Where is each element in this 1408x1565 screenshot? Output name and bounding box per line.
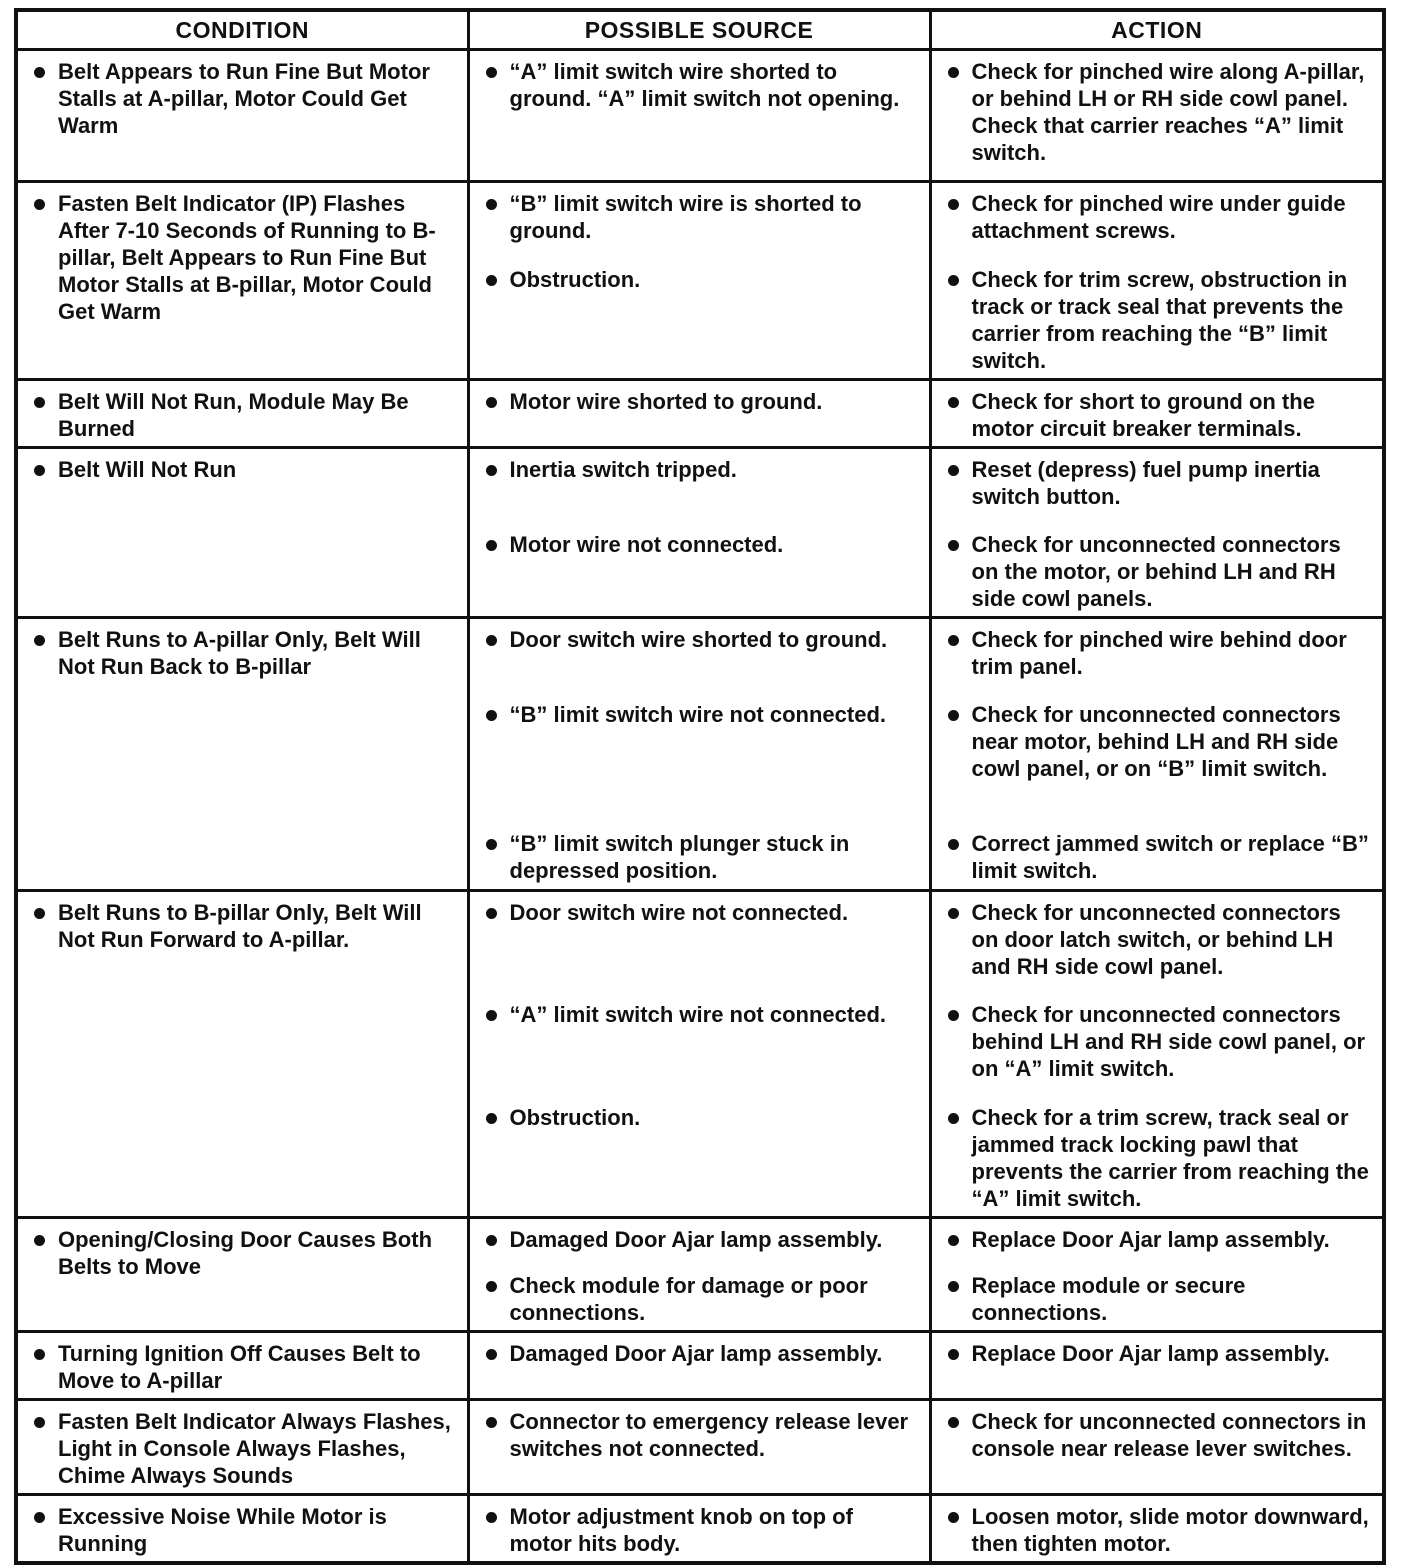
action-cell [930, 182, 1384, 380]
source-item: “B” limit switch wire not connected. [482, 701, 919, 830]
source-item: Motor wire not connected. [482, 531, 919, 558]
action-item: Check for unconnected connectors behind LH and RH side cowl panel, or on “A” limit switch. [944, 1001, 1373, 1104]
source-cell [468, 50, 930, 182]
source-cell [468, 380, 930, 448]
source-item: “B” limit switch plunger stuck in depressed position. [482, 830, 919, 884]
table-row [16, 50, 1384, 182]
action-cell [930, 448, 1384, 618]
source-item: “B” limit switch wire is shorted to ground. [482, 190, 919, 266]
condition-cell [16, 1495, 468, 1564]
condition-cell [16, 1400, 468, 1495]
table-row [16, 1332, 1384, 1400]
condition-text: Belt Appears to Run Fine But Motor Stalls at A-pillar, Motor Could Get Warm [30, 58, 457, 139]
action-item: Check for unconnected connectors on door latch switch, or behind LH and RH side cowl panel. [944, 899, 1373, 1001]
condition-cell [16, 891, 468, 1218]
source-item: “A” limit switch wire shorted to ground. “A” limit switch not opening. [482, 58, 919, 112]
action-item: Correct jammed switch or replace “B” limit switch. [944, 830, 1373, 884]
action-item: Check for a trim screw, track seal or jammed track locking pawl that prevents the carrier from reaching the “A” limit switch. [944, 1104, 1373, 1212]
action-item: Check for pinched wire behind door trim panel. [944, 626, 1373, 701]
source-cell [468, 618, 930, 891]
action-item: Check for pinched wire along A-pillar, or behind LH or RH side cowl panel. Check that carrier reaches “A” limit switch. [944, 58, 1373, 166]
condition-text: Belt Runs to B-pillar Only, Belt Will Not Run Forward to A-pillar. [30, 899, 457, 953]
condition-text: Fasten Belt Indicator (IP) Flashes After 7-10 Seconds of Running to B-pillar, Belt Appears to Run Fine But Motor Stalls at B-pillar, Motor Could Get Warm [30, 190, 457, 325]
table-row [16, 1218, 1384, 1332]
table-row [16, 1495, 1384, 1564]
table-row [16, 1400, 1384, 1495]
action-cell [930, 50, 1384, 182]
condition-text: Opening/Closing Door Causes Both Belts to Move [30, 1226, 457, 1280]
source-item: Obstruction. [482, 266, 919, 293]
source-item: Door switch wire not connected. [482, 899, 919, 1001]
action-cell [930, 1400, 1384, 1495]
action-item: Check for pinched wire under guide attachment screws. [944, 190, 1373, 266]
header-condition: CONDITION [16, 10, 468, 50]
action-item: Check for trim screw, obstruction in track or track seal that prevents the carrier from reaching the “B” limit switch. [944, 266, 1373, 374]
header-row [16, 10, 1384, 50]
action-cell [930, 1218, 1384, 1332]
condition-cell [16, 50, 468, 182]
action-cell [930, 1332, 1384, 1400]
action-item: Check for unconnected connectors in console near release lever switches. [944, 1408, 1373, 1462]
condition-text: Excessive Noise While Motor is Running [30, 1503, 457, 1557]
condition-text: Belt Will Not Run [30, 456, 457, 483]
action-cell [930, 380, 1384, 448]
source-item: Connector to emergency release lever switches not connected. [482, 1408, 919, 1462]
source-cell [468, 891, 930, 1218]
source-cell [468, 182, 930, 380]
header-possible-source: POSSIBLE SOURCE [468, 10, 930, 50]
action-item: Loosen motor, slide motor downward, then tighten motor. [944, 1503, 1373, 1557]
condition-cell [16, 1218, 468, 1332]
action-item: Check for unconnected connectors near motor, behind LH and RH side cowl panel, or on “B” limit switch. [944, 701, 1373, 830]
source-cell [468, 1218, 930, 1332]
action-cell [930, 891, 1384, 1218]
source-item: Motor adjustment knob on top of motor hits body. [482, 1503, 919, 1557]
source-cell [468, 1495, 930, 1564]
action-cell [930, 618, 1384, 891]
action-cell [930, 1495, 1384, 1564]
source-cell [468, 448, 930, 618]
condition-cell [16, 618, 468, 891]
source-item: Check module for damage or poor connections. [482, 1272, 919, 1326]
condition-cell [16, 448, 468, 618]
table-row [16, 891, 1384, 1218]
table-row [16, 448, 1384, 618]
action-item: Reset (depress) fuel pump inertia switch button. [944, 456, 1373, 531]
diagnosis-table [14, 8, 1386, 1565]
table-row [16, 182, 1384, 380]
table-row [16, 380, 1384, 448]
condition-cell [16, 182, 468, 380]
action-item: Replace Door Ajar lamp assembly. [944, 1340, 1373, 1367]
table-row [16, 618, 1384, 891]
condition-text: Turning Ignition Off Causes Belt to Move to A-pillar [30, 1340, 457, 1394]
source-cell [468, 1400, 930, 1495]
action-item: Replace Door Ajar lamp assembly. [944, 1226, 1373, 1272]
condition-text: Belt Runs to A-pillar Only, Belt Will Not Run Back to B-pillar [30, 626, 457, 680]
source-item: “A” limit switch wire not connected. [482, 1001, 919, 1104]
header-action: ACTION [930, 10, 1384, 50]
source-item: Damaged Door Ajar lamp assembly. [482, 1340, 919, 1367]
condition-text: Fasten Belt Indicator Always Flashes, Light in Console Always Flashes, Chime Always Sounds [30, 1408, 457, 1489]
source-item: Obstruction. [482, 1104, 919, 1131]
condition-cell [16, 1332, 468, 1400]
source-item: Damaged Door Ajar lamp assembly. [482, 1226, 919, 1272]
action-item: Replace module or secure connections. [944, 1272, 1373, 1326]
source-item: Motor wire shorted to ground. [482, 388, 919, 415]
source-item: Door switch wire shorted to ground. [482, 626, 919, 701]
action-item: Check for short to ground on the motor circuit breaker terminals. [944, 388, 1373, 442]
source-cell [468, 1332, 930, 1400]
condition-cell [16, 380, 468, 448]
source-item: Inertia switch tripped. [482, 456, 919, 531]
action-item: Check for unconnected connectors on the motor, or behind LH and RH side cowl panels. [944, 531, 1373, 612]
condition-text: Belt Will Not Run, Module May Be Burned [30, 388, 457, 442]
